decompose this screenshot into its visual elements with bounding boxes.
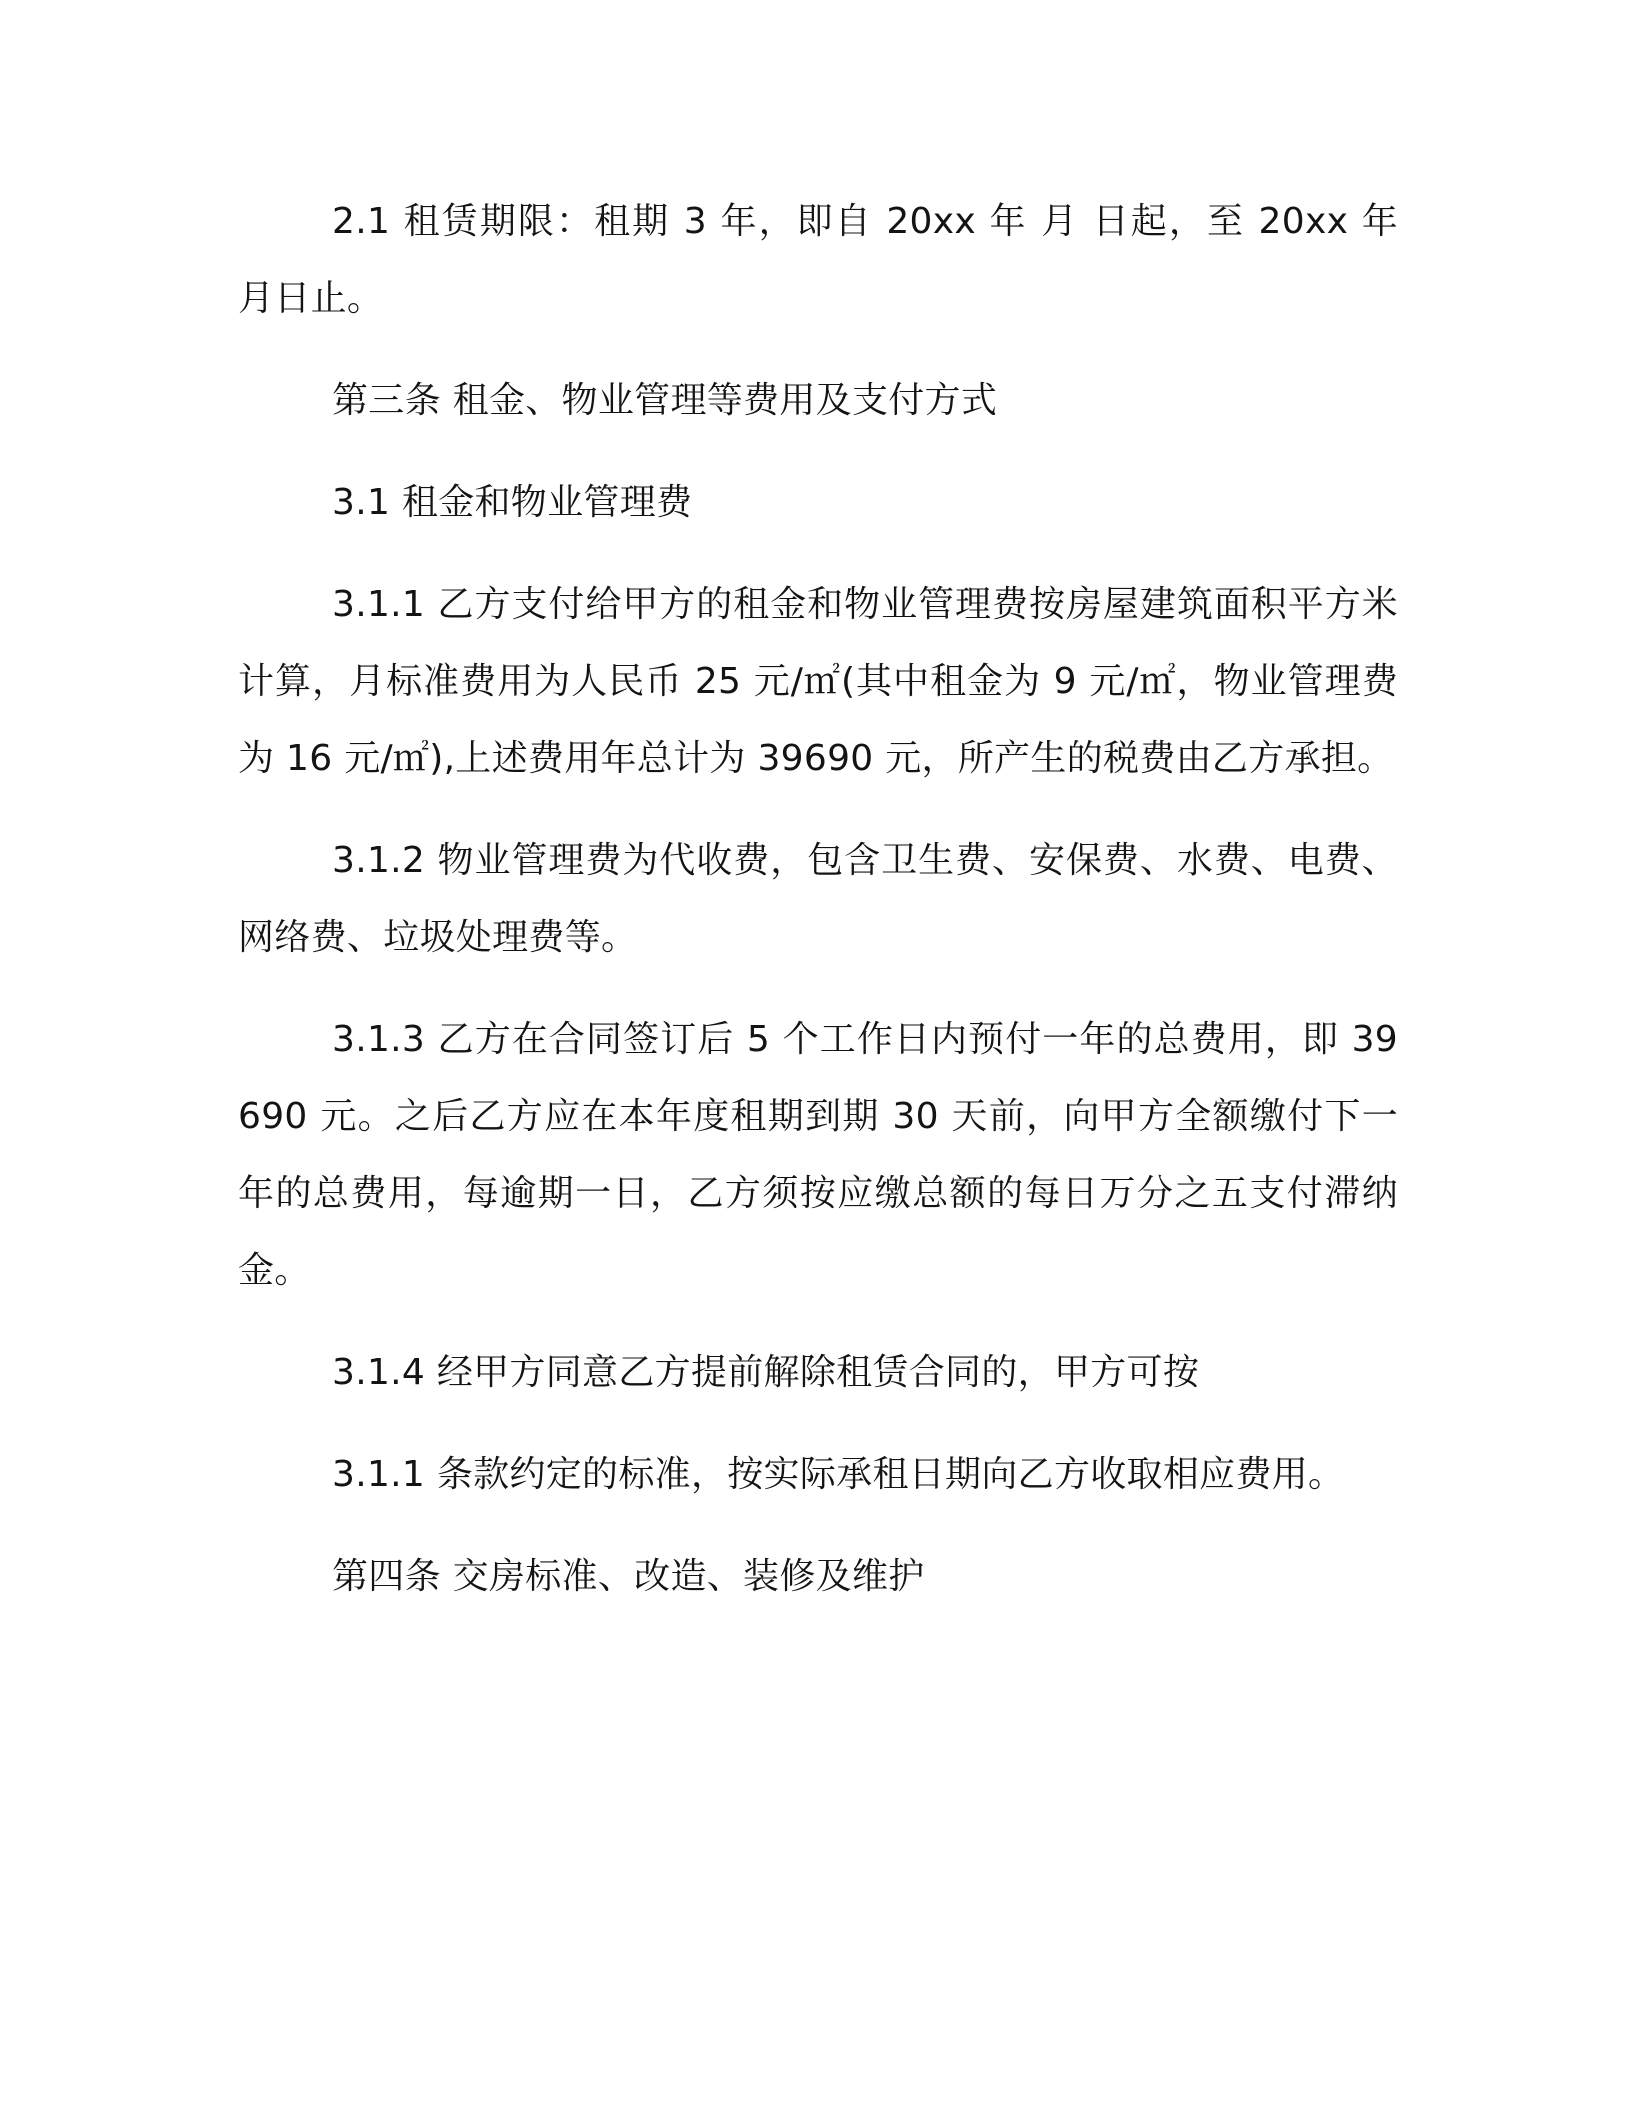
- paragraph-3-1-1: 3.1.1 乙方支付给甲方的租金和物业管理费按房屋建筑面积平方米计算，月标准费用为人民币 25 元/㎡(其中租金为 9 元/㎡，物业管理费为 16 元/㎡),上述费用年总计为 39690 元，所产生的税费由乙方承担。: [238, 584, 1398, 779]
- paragraph-3-1-1-reference: 3.1.1 条款约定的标准，按实际承租日期向乙方收取相应费用。: [332, 1454, 1345, 1495]
- document-body: [238, 183, 1398, 1640]
- heading-section-3-1: 3.1 租金和物业管理费: [332, 482, 693, 523]
- heading-article-three: 第三条 租金、物业管理等费用及支付方式: [332, 380, 998, 421]
- heading-article-four: 第四条 交房标准、改造、装修及维护: [332, 1556, 925, 1597]
- paragraph-3-1-2: 3.1.2 物业管理费为代收费，包含卫生费、安保费、水费、电费、网络费、垃圾处理费等。: [238, 840, 1398, 958]
- paragraph-3-1-3: 3.1.3 乙方在合同签订后 5 个工作日内预付一年的总费用，即 39690 元。之后乙方应在本年度租期到期 30 天前，向甲方全额缴付下一年的总费用，每逾期一日，乙方须按应缴总额的每日万分之五支付滞纳金。: [238, 1019, 1398, 1291]
- paragraph-lease-term: 2.1 租赁期限：租期 3 年，即自 20xx 年 月 日起，至 20xx 年 月日止。: [238, 201, 1398, 319]
- paragraph-3-1-4: 3.1.4 经甲方同意乙方提前解除租赁合同的，甲方可按: [332, 1352, 1200, 1393]
